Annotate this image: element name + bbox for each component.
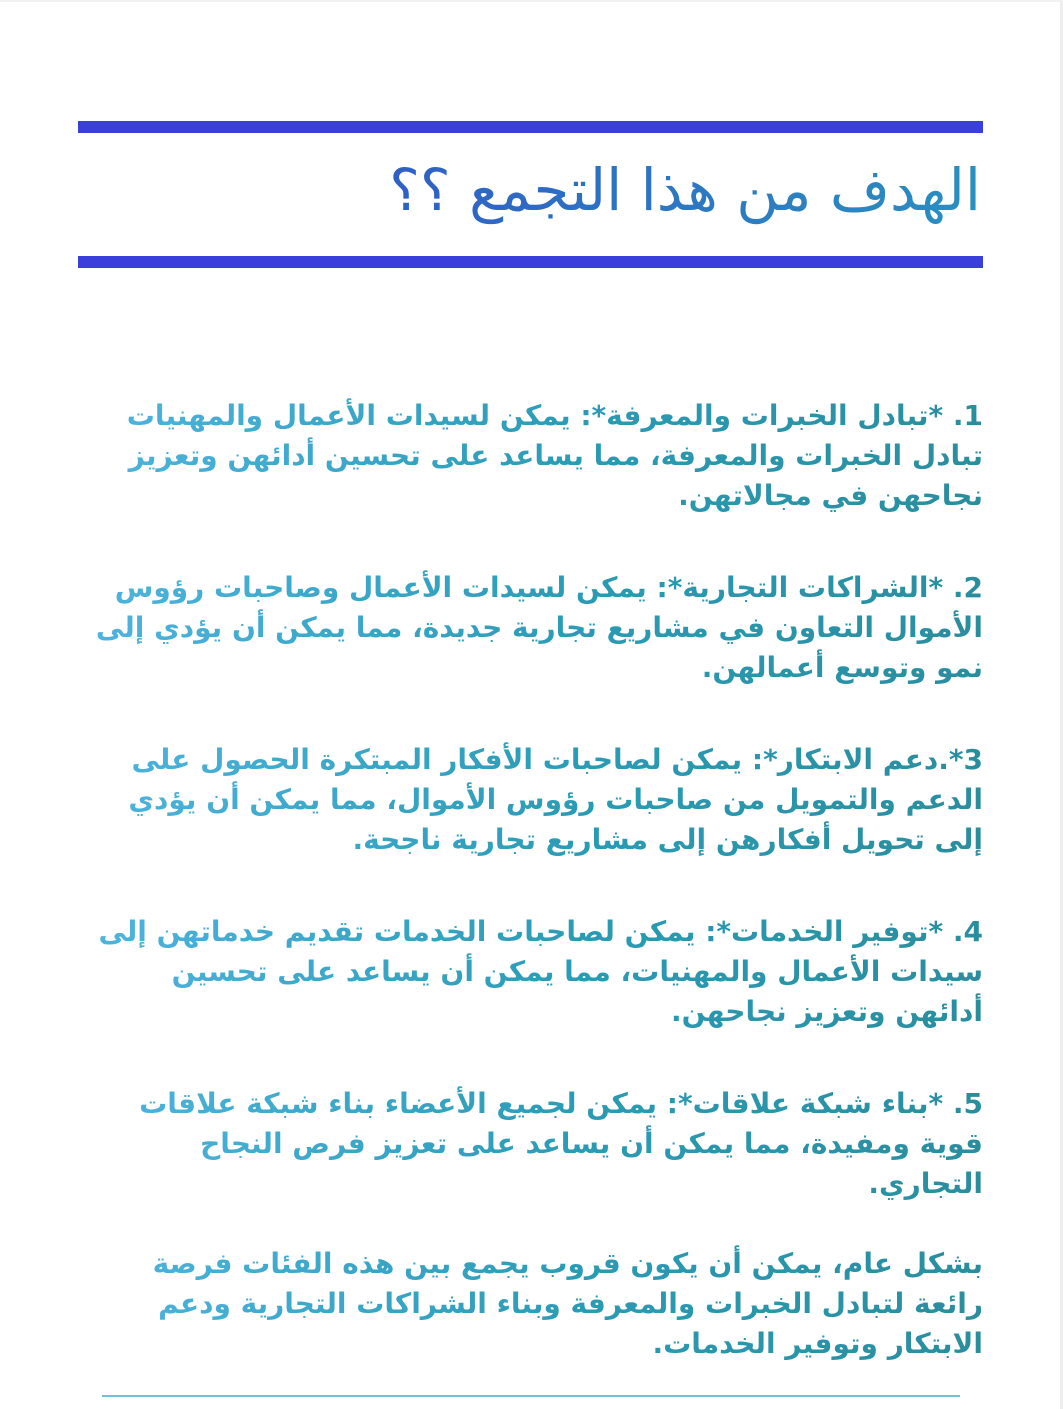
document-body [83,396,983,1364]
footer-rule [102,1395,960,1397]
goal-item-2: 2. *الشراكات التجارية*: يمكن لسيدات الأعمال وصاحبات رؤوس الأموال التعاون في مشاريع تجارية جديدة، مما يمكن أن يؤدي إلى نمو وتوسع أعمالهن. [83,568,983,688]
goal-item-5: 5. *بناء شبكة علاقات*: يمكن لجميع الأعضاء بناء شبكة علاقات قوية ومفيدة، مما يمكن أن يساعد على تعزيز فرص النجاح التجاري. [83,1084,983,1204]
goal-item-4: 4. *توفير الخدمات*: يمكن لصاحبات الخدمات تقديم خدماتهن إلى سيدات الأعمال والمهنيات، مما يمكن أن يساعد على تحسين أدائهن وتعزيز نجاحهن. [83,912,983,1032]
summary-paragraph: بشكل عام، يمكن أن يكون قروب يجمع بين هذه الفئات فرصة رائعة لتبادل الخبرات والمعرفة وبناء الشراكات التجارية ودعم الابتكار وتوفير الخدمات. [83,1244,983,1364]
title-top-rule [78,121,983,133]
page-title: الهدف من هذا التجمع ؟؟ [81,150,981,230]
title-bottom-rule [78,256,983,268]
goal-item-3: 3*.دعم الابتكار*: يمكن لصاحبات الأفكار المبتكرة الحصول على الدعم والتمويل من صاحبات رؤوس الأموال، مما يمكن أن يؤدي إلى تحويل أفكارهن إلى مشاريع تجارية ناجحة. [83,740,983,860]
goal-item-1: 1. *تبادل الخبرات والمعرفة*: يمكن لسيدات الأعمال والمهنيات تبادل الخبرات والمعرفة، مما يساعد على تحسين أدائهن وتعزيز نجاحهن في مجالاتهن. [83,396,983,516]
